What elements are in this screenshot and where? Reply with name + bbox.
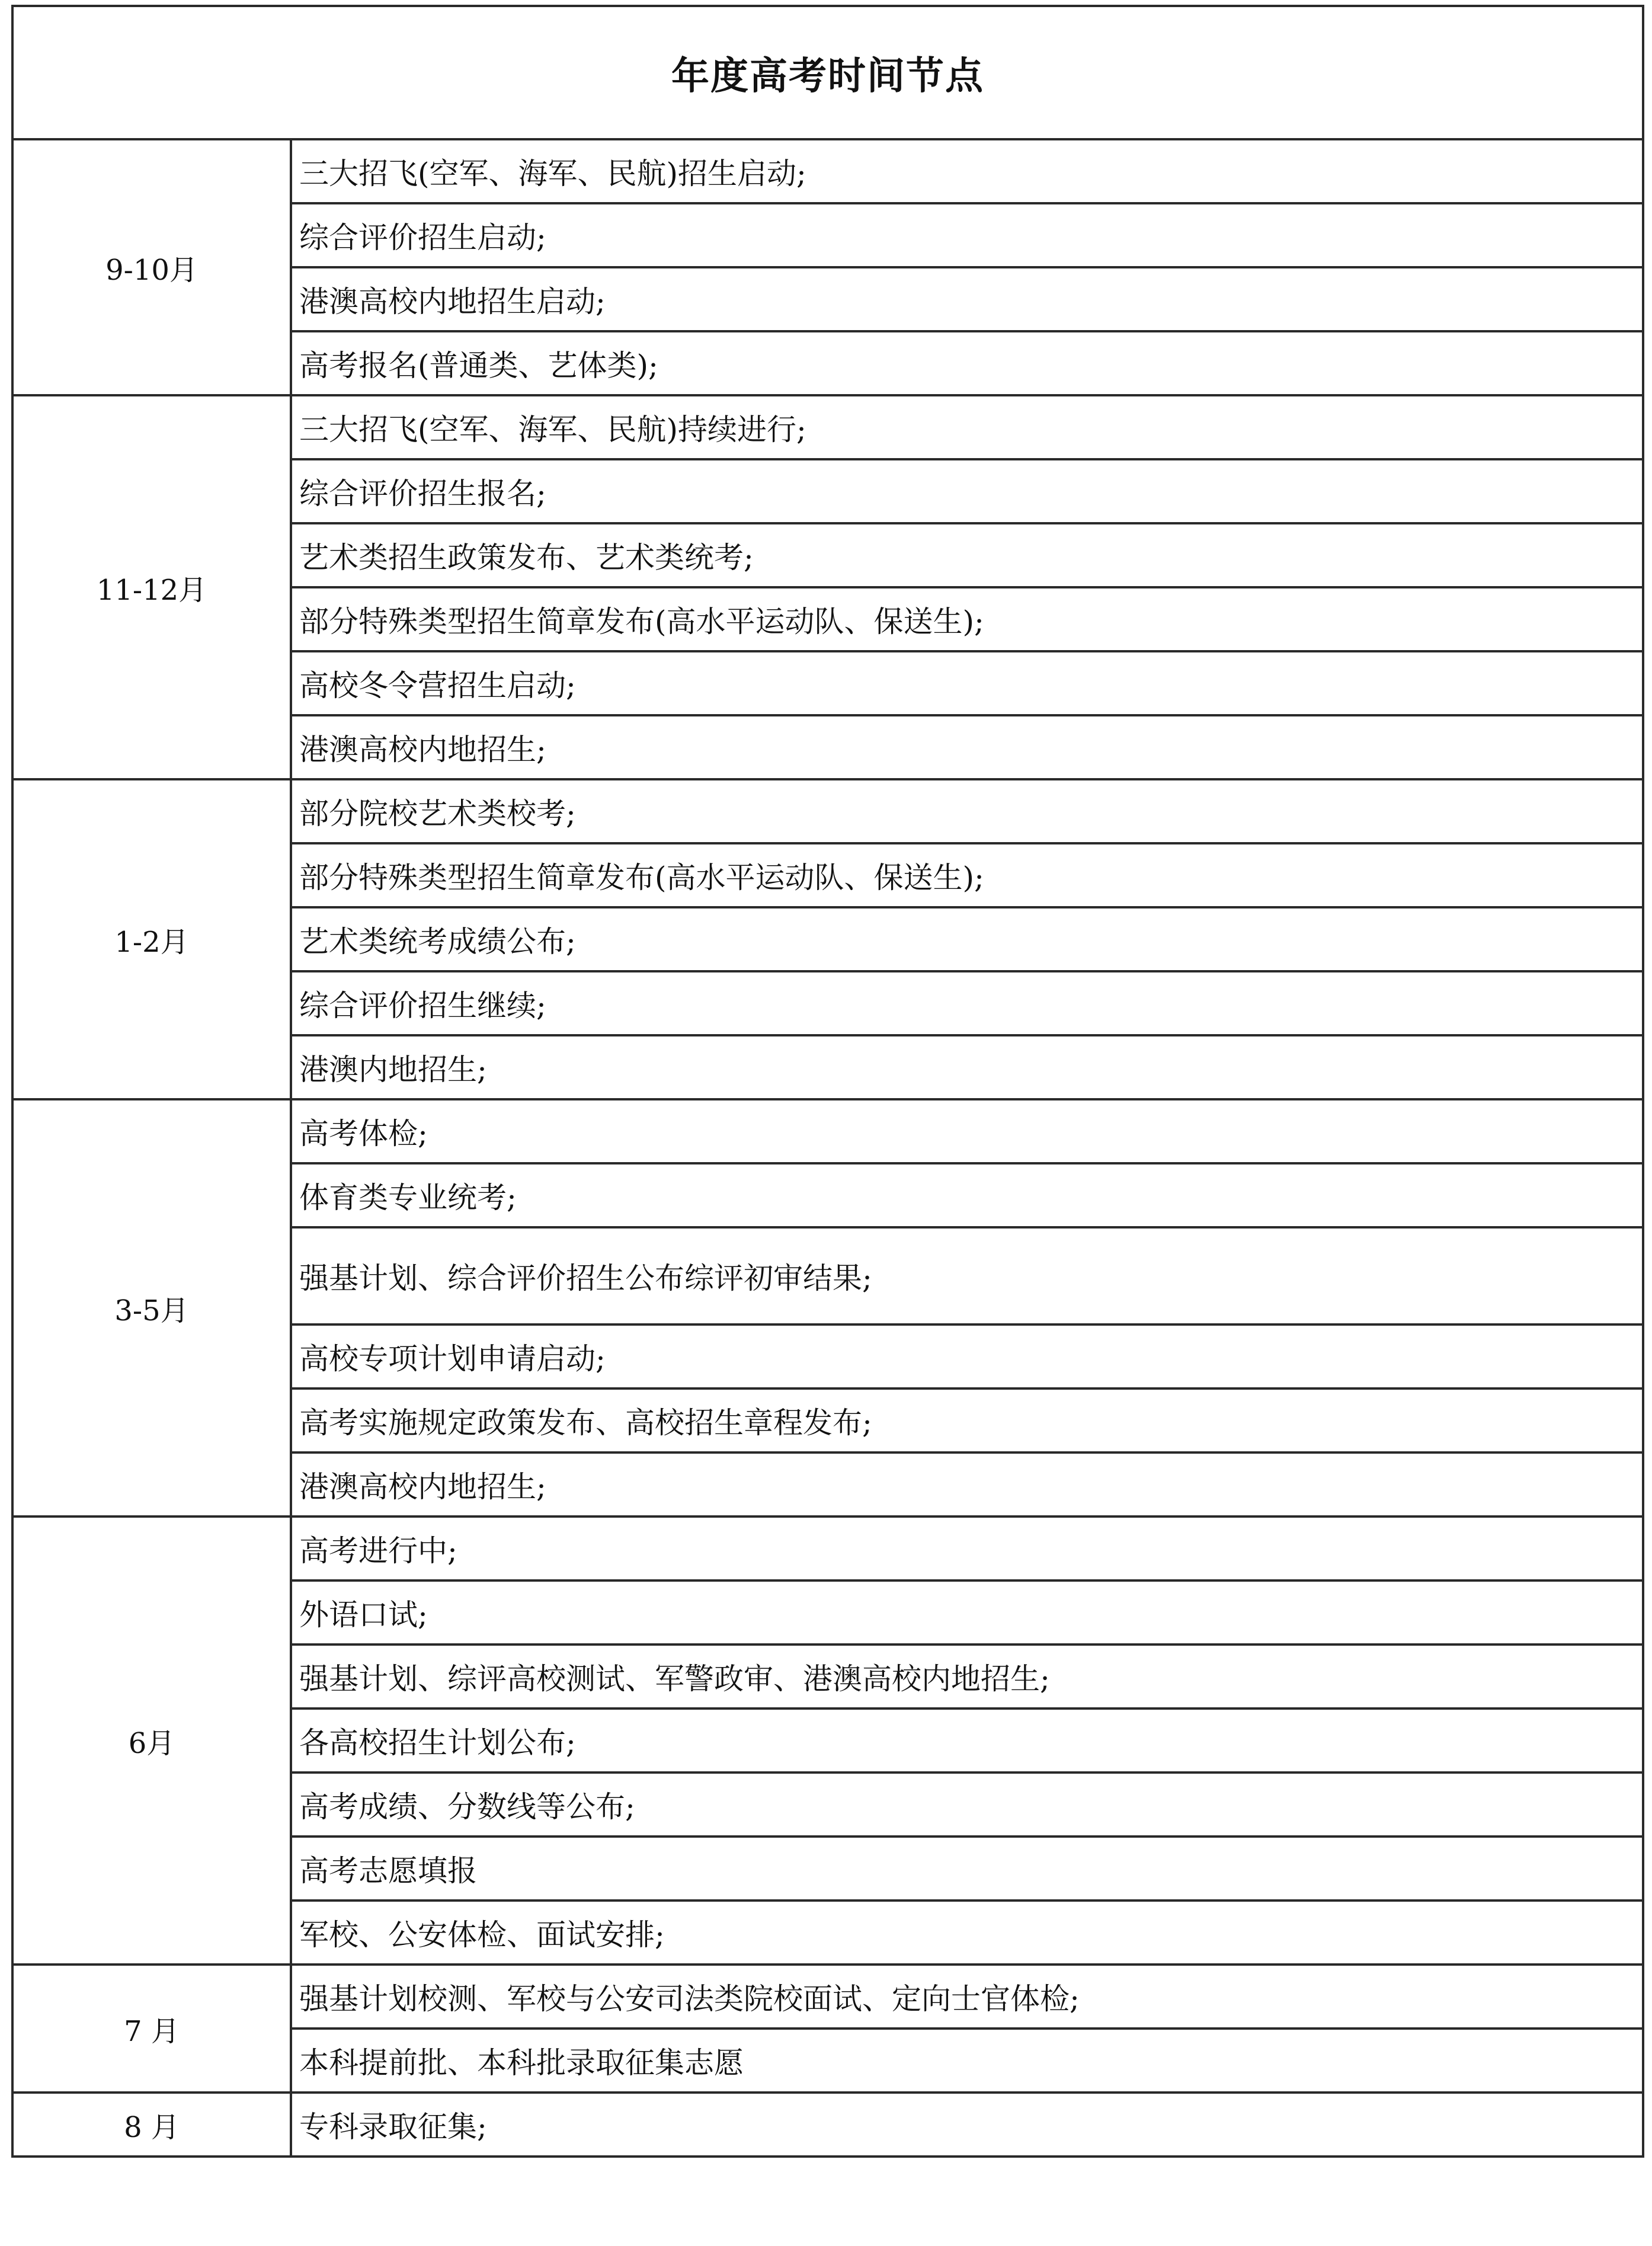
event-cell: 专科录取征集; — [291, 2093, 1643, 2157]
schedule-row — [12, 1965, 1643, 2029]
event-cell: 部分特殊类型招生简章发布(高水平运动队、保送生); — [291, 843, 1643, 907]
month-cell: 3-5月 — [12, 1099, 291, 1516]
event-cell: 艺术类统考成绩公布; — [291, 907, 1643, 971]
table-title: 年度高考时间节点 — [12, 6, 1643, 139]
event-cell: 高考报名(普通类、艺体类); — [291, 331, 1643, 395]
event-cell: 强基计划校测、军校与公安司法类院校面试、定向士官体检; — [291, 1965, 1643, 2029]
month-cell: 7 月 — [12, 1965, 291, 2093]
event-cell: 体育类专业统考; — [291, 1163, 1643, 1227]
schedule-row — [12, 1099, 1643, 1163]
event-cell: 港澳高校内地招生启动; — [291, 267, 1643, 331]
event-cell: 高考成绩、分数线等公布; — [291, 1773, 1643, 1837]
event-cell: 外语口试; — [291, 1580, 1643, 1644]
event-cell: 高考体检; — [291, 1099, 1643, 1163]
schedule-row — [12, 139, 1643, 203]
event-cell: 强基计划、综评高校测试、军警政审、港澳高校内地招生; — [291, 1644, 1643, 1709]
event-cell: 港澳内地招生; — [291, 1035, 1643, 1099]
schedule-row — [12, 2093, 1643, 2157]
event-cell: 高考志愿填报 — [291, 1837, 1643, 1901]
month-cell: 8 月 — [12, 2093, 291, 2157]
event-cell: 部分院校艺术类校考; — [291, 779, 1643, 843]
event-cell: 综合评价招生继续; — [291, 971, 1643, 1035]
event-cell: 港澳高校内地招生; — [291, 715, 1643, 779]
month-cell: 9-10月 — [12, 139, 291, 395]
event-cell: 港澳高校内地招生; — [291, 1452, 1643, 1516]
schedule-row — [12, 779, 1643, 843]
month-cell: 11-12月 — [12, 395, 291, 779]
event-cell: 各高校招生计划公布; — [291, 1709, 1643, 1773]
schedule-table-body — [12, 6, 1643, 2157]
month-cell: 6月 — [12, 1516, 291, 1965]
event-cell: 三大招飞(空军、海军、民航)持续进行; — [291, 395, 1643, 459]
event-cell: 高考实施规定政策发布、高校招生章程发布; — [291, 1388, 1643, 1452]
event-cell: 本科提前批、本科批录取征集志愿 — [291, 2029, 1643, 2093]
event-cell: 高校冬令营招生启动; — [291, 651, 1643, 715]
event-cell: 强基计划、综合评价招生公布综评初审结果; — [291, 1227, 1643, 1324]
event-cell: 高考进行中; — [291, 1516, 1643, 1580]
title-row — [12, 6, 1643, 139]
event-cell: 高校专项计划申请启动; — [291, 1324, 1643, 1388]
event-cell: 综合评价招生报名; — [291, 459, 1643, 523]
schedule-row — [12, 395, 1643, 459]
event-cell: 三大招飞(空军、海军、民航)招生启动; — [291, 139, 1643, 203]
event-cell: 综合评价招生启动; — [291, 203, 1643, 267]
event-cell: 军校、公安体检、面试安排; — [291, 1901, 1643, 1965]
schedule-table — [11, 5, 1644, 2158]
month-cell: 1-2月 — [12, 779, 291, 1099]
event-cell: 部分特殊类型招生简章发布(高水平运动队、保送生); — [291, 587, 1643, 651]
event-cell: 艺术类招生政策发布、艺术类统考; — [291, 523, 1643, 587]
schedule-row — [12, 1516, 1643, 1580]
